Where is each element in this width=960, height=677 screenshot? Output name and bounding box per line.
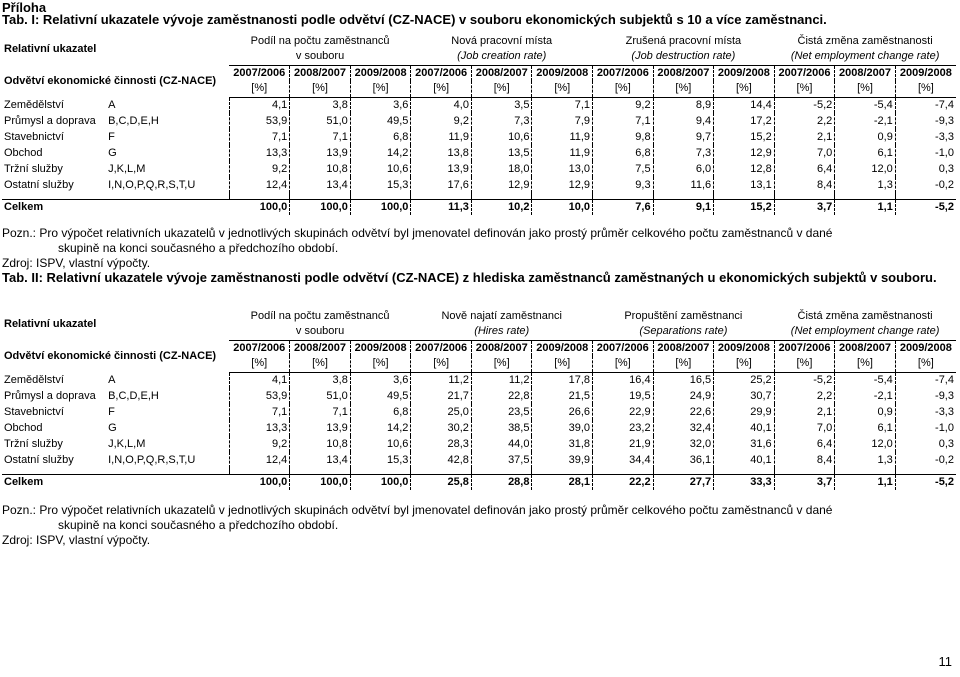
value-cell: 49,5: [350, 113, 411, 129]
year-header: 2008/2007: [653, 340, 714, 356]
value-cell: 7,5: [593, 161, 654, 177]
value-cell: 14,4: [714, 97, 775, 113]
value-cell: -2,1: [835, 388, 896, 404]
value-cell: 9,2: [411, 113, 472, 129]
value-cell: 2,1: [774, 404, 835, 420]
table-row: [2, 404, 956, 420]
sector-name: Tržní služby: [4, 162, 63, 175]
value-cell: 53,9: [229, 113, 290, 129]
total-value: -5,2: [895, 199, 956, 215]
value-cell: -5,4: [835, 372, 896, 388]
unit-header: [%]: [350, 81, 411, 97]
value-cell: 30,7: [714, 388, 775, 404]
value-cell: 1,3: [835, 452, 896, 468]
year-header: 2008/2007: [653, 65, 714, 81]
value-cell: 9,7: [653, 129, 714, 145]
year-header: 2009/2008: [895, 340, 956, 356]
column-group-subtitle: v souboru: [295, 325, 345, 338]
total-value: 9,1: [653, 199, 714, 215]
header-row-years: [2, 340, 956, 356]
source-note: Zdroj: ISPV, vlastní výpočty.: [2, 256, 151, 270]
value-cell: 17,2: [714, 113, 775, 129]
value-cell: 7,0: [774, 420, 835, 436]
value-cell: 23,5: [471, 404, 532, 420]
total-value: 100,0: [290, 474, 351, 490]
value-cell: 25,0: [411, 404, 472, 420]
value-cell: 3,5: [471, 97, 532, 113]
value-cell: 3,6: [350, 97, 411, 113]
year-header: 2008/2007: [471, 340, 532, 356]
value-cell: 31,6: [714, 436, 775, 452]
value-cell: 44,0: [471, 436, 532, 452]
note-text-continued: skupině na konci současného a předchozího období.: [58, 241, 339, 255]
unit-header: [%]: [471, 356, 532, 372]
value-cell: 3,8: [290, 97, 351, 113]
source-note: Zdroj: ISPV, vlastní výpočty.: [2, 533, 151, 547]
row-header-top: Relativní ukazatel: [4, 42, 97, 55]
total-value: 100,0: [350, 199, 411, 215]
year-header: 2009/2008: [895, 65, 956, 81]
column-group-title: Nově najatí zaměstnanci: [441, 309, 562, 322]
year-header: 2007/2006: [774, 340, 835, 356]
value-cell: 15,2: [714, 129, 775, 145]
value-cell: -3,3: [935, 405, 954, 418]
unit-header: [%]: [835, 356, 896, 372]
year-header: 2007/2006: [593, 65, 654, 81]
total-value: 100,0: [290, 199, 351, 215]
value-cell: -9,3: [935, 114, 954, 127]
value-cell: 32,0: [653, 436, 714, 452]
unit-header: [%]: [835, 81, 896, 97]
total-label: Celkem: [2, 474, 229, 490]
value-cell: 12,0: [835, 161, 896, 177]
value-cell: -5,2: [774, 372, 835, 388]
value-cell: 12,9: [714, 145, 775, 161]
year-header: 2008/2007: [835, 340, 896, 356]
value-cell: 6,1: [835, 420, 896, 436]
unit-header: [%]: [471, 81, 532, 97]
value-cell: -0,2: [935, 178, 954, 191]
nace-code: J,K,L,M: [106, 161, 229, 177]
total-value: 33,3: [714, 474, 775, 490]
column-group-title: Čistá změna zaměstnanosti: [797, 34, 933, 47]
total-value: 100,0: [350, 474, 411, 490]
nace-code: I,N,O,P,Q,R,S,T,U: [106, 177, 229, 193]
row-header-top: Relativní ukazatel: [4, 317, 97, 330]
nace-code: I,N,O,P,Q,R,S,T,U: [106, 452, 229, 468]
note-label: Pozn.:: [2, 226, 37, 240]
value-cell: 40,1: [714, 420, 775, 436]
value-cell: 12,4: [229, 177, 290, 193]
value-cell: 21,9: [593, 436, 654, 452]
table2-title: Tab. II: Relativní ukazatele vývoje zaměstnanosti podle odvětví (CZ-NACE) z hlediska zaměstnanců zaměstnaných u ekonomických subjektů v souboru.: [2, 270, 937, 285]
value-cell: 15,3: [350, 452, 411, 468]
sector-name: Stavebnictví: [4, 130, 64, 143]
value-cell: 7,9: [532, 113, 593, 129]
column-group-title: Podíl na počtu zaměstnanců: [250, 34, 390, 47]
unit-header: [%]: [593, 81, 654, 97]
value-cell: -0,2: [935, 453, 954, 466]
unit-header: [%]: [532, 356, 593, 372]
value-cell: 25,2: [714, 372, 775, 388]
row-header-bottom: Odvětví ekonomické činnosti (CZ-NACE): [4, 74, 217, 87]
total-row: [2, 474, 956, 490]
total-value: -5,2: [895, 474, 956, 490]
value-cell: -1,0: [935, 146, 954, 159]
sector-name: Stavebnictví: [4, 405, 64, 418]
value-cell: 0,3: [938, 437, 954, 450]
value-cell: 14,2: [350, 420, 411, 436]
unit-header: [%]: [774, 356, 835, 372]
value-cell: 39,9: [532, 452, 593, 468]
nace-code: A: [106, 97, 229, 113]
value-cell: 12,9: [532, 177, 593, 193]
value-cell: 7,1: [532, 97, 593, 113]
value-cell: 31,8: [532, 436, 593, 452]
value-cell: 17,8: [532, 372, 593, 388]
total-value: 15,2: [714, 199, 775, 215]
total-value: 25,8: [411, 474, 472, 490]
year-header: 2009/2008: [714, 65, 775, 81]
value-cell: 6,8: [350, 129, 411, 145]
unit-header: [%]: [350, 356, 411, 372]
value-cell: 9,4: [653, 113, 714, 129]
value-cell: 30,2: [411, 420, 472, 436]
column-group-title: Nová pracovní místa: [451, 34, 553, 47]
column-group-title: Čistá změna zaměstnanosti: [797, 309, 933, 322]
value-cell: 15,3: [350, 177, 411, 193]
total-label: Celkem: [2, 199, 229, 215]
column-group-subtitle: (Net employment change rate): [790, 50, 940, 63]
value-cell: 8,4: [774, 177, 835, 193]
value-cell: 13,0: [532, 161, 593, 177]
value-cell: 7,1: [290, 129, 351, 145]
total-value: 1,1: [835, 199, 896, 215]
sector-name: Obchod: [4, 146, 43, 159]
nace-code: F: [106, 129, 229, 145]
value-cell: 2,2: [774, 388, 835, 404]
value-cell: 53,9: [229, 388, 290, 404]
total-value: 100,0: [229, 199, 290, 215]
table-row: [2, 420, 956, 436]
value-cell: 7,3: [653, 145, 714, 161]
value-cell: -1,0: [935, 421, 954, 434]
unit-header: [%]: [774, 81, 835, 97]
total-value: 1,1: [835, 474, 896, 490]
year-header: 2007/2006: [774, 65, 835, 81]
note-label: Pozn.:: [2, 503, 37, 517]
value-cell: 11,9: [532, 129, 593, 145]
unit-header: [%]: [593, 356, 654, 372]
value-cell: -5,4: [835, 97, 896, 113]
value-cell: 18,0: [471, 161, 532, 177]
unit-header: [%]: [714, 81, 775, 97]
value-cell: 38,5: [471, 420, 532, 436]
table-row: [2, 113, 956, 129]
value-cell: 32,4: [653, 420, 714, 436]
value-cell: 29,9: [714, 404, 775, 420]
value-cell: 11,2: [471, 372, 532, 388]
value-cell: 12,9: [471, 177, 532, 193]
table1-title: Tab. I: Relativní ukazatele vývoje zaměstnanosti podle odvětví (CZ-NACE) v souboru ekonomických subjektů s 10 a více zaměstnanci.: [2, 12, 827, 27]
column-group-title: Zrušená pracovní místa: [625, 34, 742, 47]
unit-header: [%]: [229, 81, 290, 97]
value-cell: 7,0: [774, 145, 835, 161]
value-cell: 13,4: [290, 452, 351, 468]
value-cell: -9,3: [935, 389, 954, 402]
year-header: 2008/2007: [835, 65, 896, 81]
total-row: [2, 199, 956, 215]
column-group-subtitle: (Job destruction rate): [631, 50, 736, 63]
value-cell: 17,6: [411, 177, 472, 193]
value-cell: 8,4: [774, 452, 835, 468]
sector-name: Zemědělství: [4, 98, 64, 111]
unit-header: [%]: [411, 356, 472, 372]
sector-name: Průmysl a doprava: [4, 114, 96, 127]
value-cell: 6,4: [774, 161, 835, 177]
value-cell: 2,1: [774, 129, 835, 145]
value-cell: 4,0: [411, 97, 472, 113]
table1: [2, 33, 956, 215]
value-cell: 51,0: [290, 388, 351, 404]
value-cell: 13,3: [229, 145, 290, 161]
value-cell: 11,2: [411, 372, 472, 388]
value-cell: 34,4: [593, 452, 654, 468]
total-value: 28,8: [471, 474, 532, 490]
value-cell: 19,5: [593, 388, 654, 404]
value-cell: 13,3: [229, 420, 290, 436]
note-text-continued: skupině na konci současného a předchozího období.: [58, 518, 339, 532]
value-cell: 9,2: [229, 161, 290, 177]
table-row: [2, 452, 956, 468]
year-header: 2009/2008: [350, 65, 411, 81]
value-cell: 10,8: [290, 161, 351, 177]
unit-header: [%]: [532, 81, 593, 97]
value-cell: 11,6: [653, 177, 714, 193]
table-row: [2, 129, 956, 145]
table2-note: [2, 503, 958, 548]
value-cell: 23,2: [593, 420, 654, 436]
nace-code: F: [106, 404, 229, 420]
value-cell: 7,1: [593, 113, 654, 129]
column-group-subtitle: (Hires rate): [474, 325, 530, 338]
nace-code: J,K,L,M: [106, 436, 229, 452]
value-cell: 7,1: [229, 404, 290, 420]
value-cell: 8,9: [653, 97, 714, 113]
unit-header: [%]: [895, 81, 956, 97]
total-value: 3,7: [774, 474, 835, 490]
value-cell: 26,6: [532, 404, 593, 420]
value-cell: 9,2: [229, 436, 290, 452]
value-cell: 13,5: [471, 145, 532, 161]
column-group-title: Podíl na počtu zaměstnanců: [250, 309, 390, 322]
unit-header: [%]: [411, 81, 472, 97]
value-cell: 22,6: [653, 404, 714, 420]
year-header: 2009/2008: [714, 340, 775, 356]
value-cell: 10,6: [350, 436, 411, 452]
value-cell: 9,8: [593, 129, 654, 145]
value-cell: 51,0: [290, 113, 351, 129]
unit-header: [%]: [714, 356, 775, 372]
nace-code: G: [106, 420, 229, 436]
sector-name: Ostatní služby: [4, 178, 74, 191]
table1-note: [2, 226, 958, 271]
total-value: 28,1: [532, 474, 593, 490]
value-cell: 0,3: [938, 162, 954, 175]
year-header: 2009/2008: [532, 65, 593, 81]
value-cell: 13,9: [411, 161, 472, 177]
sector-name: Ostatní služby: [4, 453, 74, 466]
year-header: 2007/2006: [411, 65, 472, 81]
value-cell: 6,4: [774, 436, 835, 452]
value-cell: 2,2: [774, 113, 835, 129]
value-cell: 40,1: [714, 452, 775, 468]
value-cell: 3,8: [290, 372, 351, 388]
value-cell: 22,8: [471, 388, 532, 404]
value-cell: 11,9: [411, 129, 472, 145]
value-cell: 49,5: [350, 388, 411, 404]
value-cell: 7,1: [290, 404, 351, 420]
column-group-subtitle: (Net employment change rate): [790, 325, 940, 338]
value-cell: 28,3: [411, 436, 472, 452]
total-value: 10,0: [532, 199, 593, 215]
value-cell: 13,4: [290, 177, 351, 193]
value-cell: 1,3: [835, 177, 896, 193]
value-cell: 4,1: [229, 97, 290, 113]
table2: [2, 308, 956, 490]
nace-code: B,C,D,E,H: [106, 388, 229, 404]
sector-name: Obchod: [4, 421, 43, 434]
table-row: [2, 97, 956, 113]
value-cell: 16,5: [653, 372, 714, 388]
total-value: 100,0: [229, 474, 290, 490]
value-cell: 42,8: [411, 452, 472, 468]
unit-header: [%]: [653, 81, 714, 97]
value-cell: -2,1: [835, 113, 896, 129]
value-cell: -3,3: [935, 130, 954, 143]
value-cell: 21,5: [532, 388, 593, 404]
value-cell: 7,3: [471, 113, 532, 129]
table-row: [2, 388, 956, 404]
value-cell: 10,8: [290, 436, 351, 452]
value-cell: 9,3: [593, 177, 654, 193]
nace-code: B,C,D,E,H: [106, 113, 229, 129]
value-cell: -7,4: [935, 98, 954, 111]
year-header: 2007/2006: [593, 340, 654, 356]
column-group-subtitle: (Job creation rate): [457, 50, 547, 63]
unit-header: [%]: [290, 356, 351, 372]
unit-header: [%]: [653, 356, 714, 372]
value-cell: 14,2: [350, 145, 411, 161]
value-cell: 10,6: [471, 129, 532, 145]
value-cell: 39,0: [532, 420, 593, 436]
table-row: [2, 145, 956, 161]
year-header: 2007/2006: [411, 340, 472, 356]
value-cell: 13,8: [411, 145, 472, 161]
value-cell: 13,9: [290, 420, 351, 436]
value-cell: 12,8: [714, 161, 775, 177]
table-row: [2, 161, 956, 177]
total-value: 27,7: [653, 474, 714, 490]
year-header: 2008/2007: [471, 65, 532, 81]
value-cell: 13,1: [714, 177, 775, 193]
year-header: 2009/2008: [350, 340, 411, 356]
appendix-label: Příloha: [2, 0, 47, 15]
table-row: [2, 436, 956, 452]
nace-code: G: [106, 145, 229, 161]
value-cell: 6,8: [593, 145, 654, 161]
value-cell: 36,1: [653, 452, 714, 468]
total-value: 7,6: [593, 199, 654, 215]
total-value: 22,2: [593, 474, 654, 490]
table-row: [2, 177, 956, 193]
value-cell: 11,9: [532, 145, 593, 161]
column-group-subtitle: v souboru: [295, 50, 345, 63]
header-row-groups: [2, 308, 956, 324]
value-cell: 16,4: [593, 372, 654, 388]
sector-name: Tržní služby: [4, 437, 63, 450]
value-cell: 37,5: [471, 452, 532, 468]
year-header: 2007/2006: [229, 340, 290, 356]
sector-name: Průmysl a doprava: [4, 389, 96, 402]
note-text: Pro výpočet relativních ukazatelů v jednotlivých skupinách odvětví byl jmenovatel definován jako prostý průměr celkového počtu zaměstnanců v dané: [39, 226, 833, 240]
unit-header: [%]: [229, 356, 290, 372]
value-cell: 21,7: [411, 388, 472, 404]
value-cell: -5,2: [774, 97, 835, 113]
value-cell: 6,1: [835, 145, 896, 161]
value-cell: 9,2: [593, 97, 654, 113]
value-cell: 0,9: [835, 129, 896, 145]
year-header: 2007/2006: [229, 65, 290, 81]
sector-name: Zemědělství: [4, 373, 64, 386]
value-cell: 6,8: [350, 404, 411, 420]
value-cell: -7,4: [935, 373, 954, 386]
value-cell: 22,9: [593, 404, 654, 420]
unit-header: [%]: [290, 81, 351, 97]
column-group-title: Propuštění zaměstnanci: [624, 309, 743, 322]
value-cell: 13,9: [290, 145, 351, 161]
total-value: 3,7: [774, 199, 835, 215]
value-cell: 7,1: [229, 129, 290, 145]
column-group-subtitle: (Separations rate): [639, 325, 728, 338]
year-header: 2008/2007: [290, 340, 351, 356]
value-cell: 6,0: [653, 161, 714, 177]
year-header: 2008/2007: [290, 65, 351, 81]
header-row-years: [2, 65, 956, 81]
row-header-bottom: Odvětví ekonomické činnosti (CZ-NACE): [4, 349, 217, 362]
table-row: [2, 372, 956, 388]
value-cell: 12,4: [229, 452, 290, 468]
note-text: Pro výpočet relativních ukazatelů v jednotlivých skupinách odvětví byl jmenovatel definován jako prostý průměr celkového počtu zaměstnanců v dané: [39, 503, 833, 517]
header-row-groups: [2, 33, 956, 49]
year-header: 2009/2008: [532, 340, 593, 356]
value-cell: 3,6: [350, 372, 411, 388]
value-cell: 4,1: [229, 372, 290, 388]
total-value: 11,3: [411, 199, 472, 215]
nace-code: A: [106, 372, 229, 388]
total-value: 10,2: [471, 199, 532, 215]
value-cell: 12,0: [835, 436, 896, 452]
value-cell: 24,9: [653, 388, 714, 404]
unit-header: [%]: [895, 356, 956, 372]
page-number: 11: [938, 654, 952, 669]
value-cell: 10,6: [350, 161, 411, 177]
value-cell: 0,9: [835, 404, 896, 420]
